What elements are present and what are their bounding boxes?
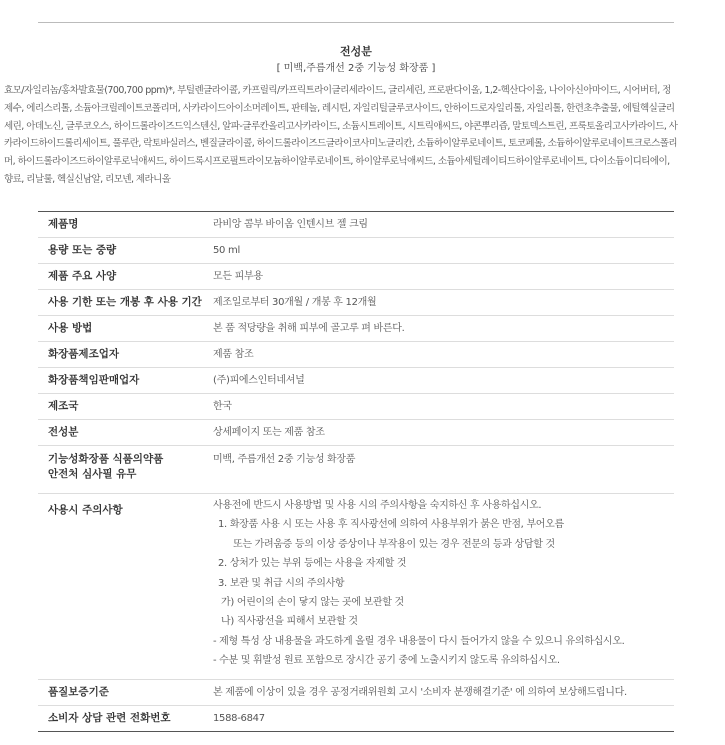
row-label: 사용 방법 <box>48 322 93 334</box>
ingredients-list: 효모/자일리놈/홍차발효물(700,700 ppm)*, 부틸렌글라이콜, 카프릴릭/카프릭트라이글리세라이드, 글리세린, 프로판다이올, 1,2-헥산다이올, 나이아신아마이드, 시어버터, 정제수, 에리스리톨, 소듐아크릴레이트코폴리머, 사카라이드아이소머레이트, 판테놀, 레시틴, 자일리틸글루코사이드, 안하이드로자일리톨, 자일리톨, 한련초추출물, 에틸헥실글리세린, 아데노신, 글루코오스, 하이드롤라이즈드익스텐신, 알파-글루칸올리고사카라이드, 소듐시트레이트, 시트릭애씨드, 야콘뿌리즙, 말토덱스트린, 프룩토올리고사카라이드, 사카라이드하이드롤리세이트, 풀루란, 락토바실러스, 벤질글라이콜, 하이드롤라이즈드글라이코사미노글리칸, 소듐하이알루로네이트, 토코페롤, 소듐하이알루로네이트크로스폴리머, 하이드롤라이즈드하이알루로닉애씨드, 하이드록시프로필트라이모늄하이알루로네이트, 하이알루로닉애씨드, 소듐아세틸레이티드하이알루로네이트, 다이소듐이디티에이, 향료, 리날룰, 헥실신남알, 리모넨, 제라니올 <box>4 85 678 185</box>
row-label: 사용 기한 또는 개봉 후 사용 기간 <box>48 296 202 308</box>
table-row-quality <box>38 680 674 706</box>
caution-line: - 수분 및 휘발성 원료 포함으로 장시간 공기 중에 노출시키지 않도록 유의하십시오. <box>213 655 560 667</box>
row-label: 화장품책임판매업자 <box>48 374 140 386</box>
table-row-expiry <box>38 290 674 316</box>
ingredients-subtitle: [ 미백,주름개선 2중 기능성 화장품 ] <box>276 63 436 74</box>
row-value: 상세페이지 또는 제품 참조 <box>213 427 325 438</box>
row-value: 본 제품에 이상이 있을 경우 공정거래위원회 고시 '소비자 분쟁해결기준' 에 의하여 보상해드립니다. <box>213 687 627 698</box>
caution-line: 가) 어린이의 손이 닿지 않는 곳에 보관할 것 <box>221 596 404 608</box>
top-divider <box>38 22 674 23</box>
row-label-line: 안전처 심사필 유무 <box>48 468 137 480</box>
row-value: 라비앙 콤부 바이옴 인텐시브 젤 크림 <box>213 219 368 230</box>
row-value: (주)피에스인터네셔널 <box>213 375 305 386</box>
table-row-ingredients <box>38 420 674 446</box>
row-value: 본 품 적당량을 취해 피부에 골고루 펴 바른다. <box>213 323 405 334</box>
row-label <box>38 446 213 493</box>
table-row-spec <box>38 264 674 290</box>
caution-line: 나) 직사광선을 피해서 보관할 것 <box>221 616 358 628</box>
row-label: 전성분 <box>48 426 79 438</box>
caution-line: 3. 보관 및 취급 시의 주의사항 <box>218 577 345 589</box>
table-row-usage <box>38 316 674 342</box>
row-value: 제품 참조 <box>213 349 254 360</box>
caution-line: 사용전에 반드시 사용방법 및 사용 시의 주의사항을 숙지하신 후 사용하십시오. <box>213 500 542 511</box>
row-value: 50 ml <box>213 245 240 256</box>
table-row-seller <box>38 368 674 394</box>
caution-line: 1. 화장품 사용 시 또는 사용 후 직사광선에 의하여 사용부위가 붉은 반점, 부어오름 <box>218 519 564 531</box>
table-row-volume <box>38 238 674 264</box>
row-label: 제조국 <box>48 400 79 412</box>
table-row-manufacturer <box>38 342 674 368</box>
row-value: 모든 피부용 <box>213 271 263 282</box>
caution-line: 2. 상처가 있는 부위 등에는 사용을 자제할 것 <box>218 558 407 570</box>
phone-number: 1588-6847 <box>213 713 265 724</box>
caution-line: 또는 가려움증 등의 이상 증상이나 부작용이 있는 경우 전문의 등과 상담할 것 <box>233 538 555 550</box>
table-row-contact <box>38 706 674 731</box>
row-label: 소비자 상담 관련 전화번호 <box>48 712 171 724</box>
row-label-line: 기능성화장품 식품의약품 <box>48 453 164 465</box>
row-value: 한국 <box>213 401 232 412</box>
row-label: 사용시 주의사항 <box>48 504 123 516</box>
table-row-country <box>38 394 674 420</box>
row-value: 미백, 주름개선 2중 기능성 화장품 <box>213 454 356 465</box>
ingredients-title: 전성분 <box>340 45 372 58</box>
product-info-table <box>38 211 674 732</box>
row-value: 제조일로부터 30개월 / 개봉 후 12개월 <box>213 297 377 308</box>
ingredients-section <box>38 22 674 75</box>
caution-text <box>213 494 674 679</box>
table-row-caution <box>38 494 674 680</box>
row-label: 용량 또는 중량 <box>48 244 117 256</box>
row-label: 화장품제조업자 <box>48 348 120 360</box>
row-label: 제품명 <box>48 218 79 230</box>
row-label: 품질보증기준 <box>48 686 109 698</box>
row-label: 제품 주요 사양 <box>48 270 117 282</box>
caution-line: - 제형 특성 상 내용물을 과도하게 올릴 경우 내용물이 다시 들어가지 않을 수 있으니 유의하십시오. <box>213 635 625 647</box>
table-row-functional <box>38 446 674 494</box>
table-row-product-name <box>38 212 674 238</box>
